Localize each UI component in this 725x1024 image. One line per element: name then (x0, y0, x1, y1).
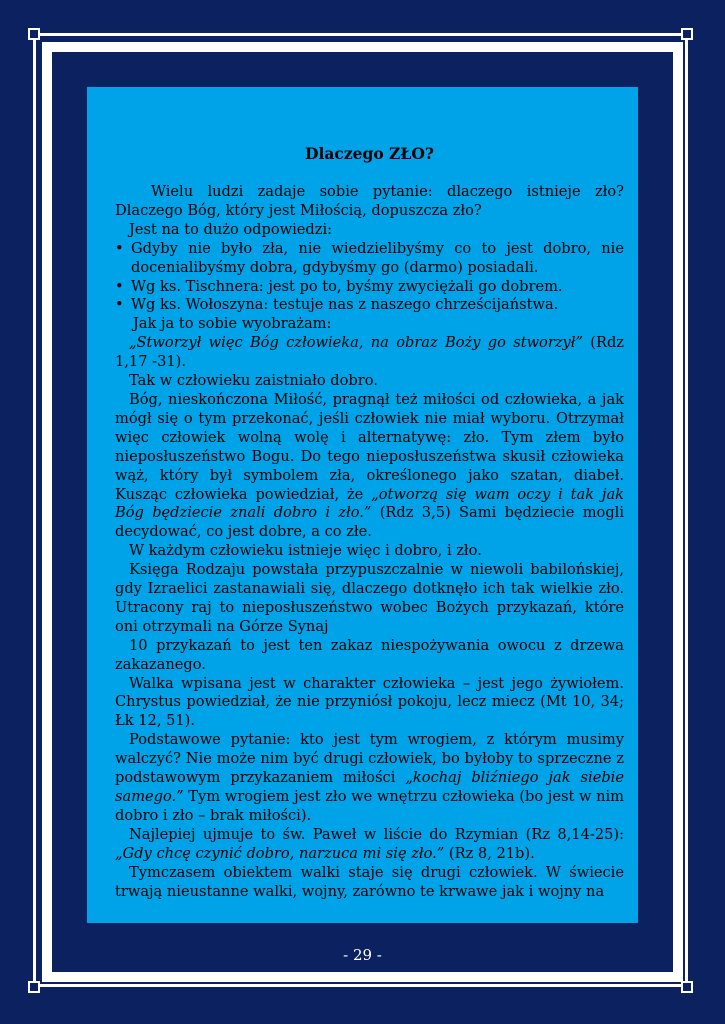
paragraph: Bóg, nieskończona Miłość, pragnął też miłości od człowieka, a jak mógł się o tym przekonać, jeśli człowiek nie miał wyboru. Otrzymał więc człowiek wolną wolę i alternatywę: zło. Tym złem było nieposłuszeństwo Bogu. Do tego nieposłuszeństwa skusił człowieka wąż, który był symbolem zła, określonego jako szatan, diabeł. Kusząc człowieka powiedział, że „otworzą się wam oczy i tak jak Bóg będziecie znali dobro i zło.” (Rdz 3,5) Sami będziecie mogli decydować, co jest dobre, a co złe. (115, 390, 624, 541)
corner-ornament (681, 981, 693, 993)
paragraph: Tymczasem obiektem walki staje się drugi człowiek. W świecie trwają nieustanne walki, wojny, zarówno te krwawe jak i wojny na (115, 863, 624, 900)
bullet-icon: • (115, 277, 124, 295)
paragraph: 10 przykazań to jest ten zakaz niespożywania owocu z drzewa zakazanego. (115, 636, 624, 673)
paragraph: Księga Rodzaju powstała przypuszczalnie w niewoli babilońskiej, gdy Izraelici zastanawiali się, dlaczego dotknęło ich tak wielkie zło. Utracony raj to nieposłuszeństwo wobec Bożych przykazań, które oni otrzymali na Górze Synaj (115, 561, 624, 635)
quote: „Stworzył więc Bóg człowieka, na obraz Boży go stworzył” (129, 334, 583, 352)
body-text (115, 183, 624, 901)
paragraph: Najlepiej ujmuje to św. Paweł w liście do Rzymian (Rz 8,14-25): „Gdy chcę czynić dobro, narzuca mi się zło.” (Rz 8, 21b). (115, 825, 624, 862)
corner-ornament (28, 28, 40, 40)
page-number: - 29 - (343, 946, 382, 964)
corner-ornament (28, 981, 40, 993)
corner-ornament (681, 28, 693, 40)
quote: „Gdy chcę czynić dobro, narzuca mi się zło.” (115, 844, 445, 862)
bullet-icon: • (115, 296, 124, 314)
paragraph: Wielu ludzi zadaje sobie pytanie: dlaczego istnieje zło? Dlaczego Bóg, który jest Miłością, dopuszcza zło? (115, 183, 624, 219)
bullet-icon: • (115, 239, 124, 257)
paragraph: Tak w człowieku zaistniało dobro. (129, 372, 378, 390)
paragraph: W każdym człowieku istnieje więc i dobro, i zło. (129, 542, 482, 560)
quote: „otworzą się wam oczy i tak jak Bóg będziecie znali dobro i zło.” (115, 485, 624, 522)
bullet-item: • Wg ks. Wołoszyna: testuje nas z naszego chrześcijaństwa. (115, 296, 559, 314)
page-content (87, 87, 638, 923)
paragraph: „Stworzył więc Bóg człowieka, na obraz Boży go stworzył” (Rdz 1,17 -31). (115, 334, 624, 371)
paragraph: Podstawowe pytanie: kto jest tym wrogiem, z którym musimy walczyć? Nie może nim być drugi człowiek, bo byłoby to sprzeczne z podstawowym przykazaniem miłości „kochaj bliźniego jak siebie samego.” Tym wrogiem jest zło we wnętrzu człowieka (bo jest w nim dobro i zło – brak miłości). (115, 731, 624, 824)
quote: „kochaj bliźniego jak siebie samego.” (115, 769, 624, 805)
paragraph: Jak ja to sobie wyobrażam: (133, 315, 332, 333)
page-title: Dlaczego ZŁO? (305, 144, 434, 163)
bullet-item: • Wg ks. Tischnera: jest po to, byśmy zwyciężali go dobrem. (115, 277, 563, 295)
paragraph: Jest na to dużo odpowiedzi: (129, 220, 333, 238)
paragraph: Walka wpisana jest w charakter człowieka – jest jego żywiołem. Chrystus powiedział, że nie przyniósł pokoju, lecz miecz (Mt 10, 34; Łk 12, 51). (115, 674, 624, 730)
bullet-item: • Gdyby nie było zła, nie wiedzielibyśmy co to jest dobro, nie docenialibyśmy dobra, gdybyśmy go (darmo) posiadali. (115, 239, 624, 276)
